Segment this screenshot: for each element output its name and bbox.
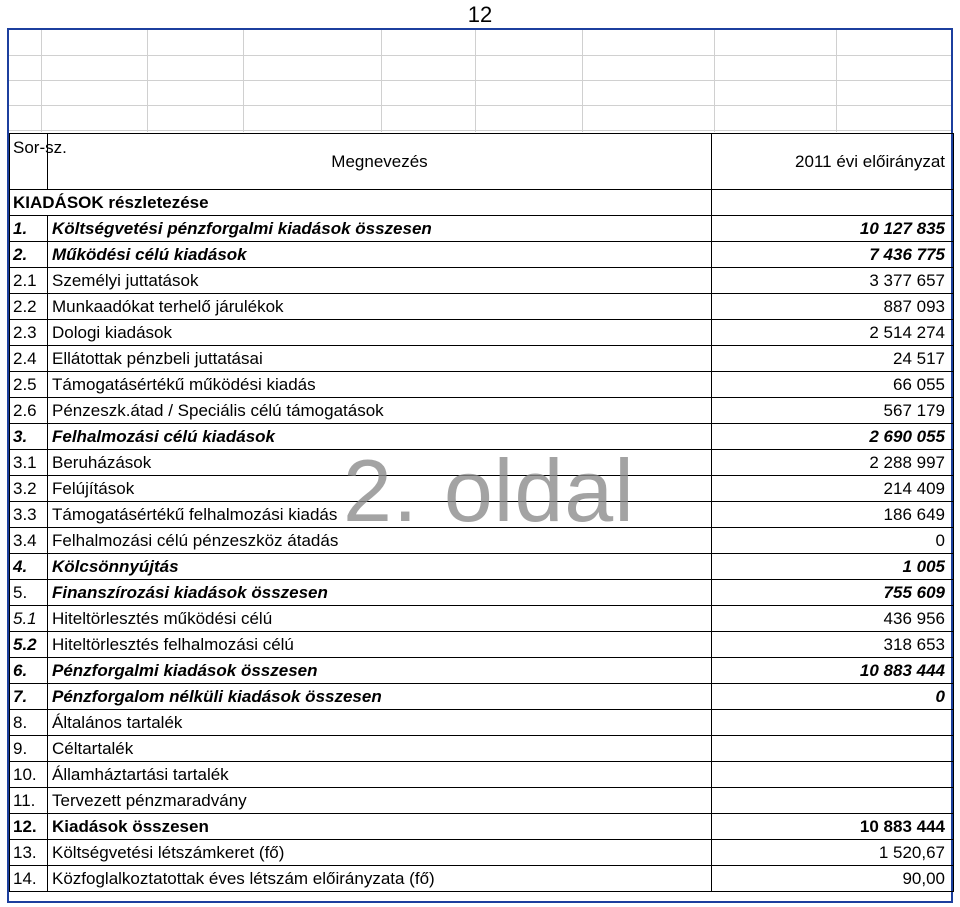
- row-number: 2.4: [10, 346, 48, 372]
- empty-grid-col: [381, 30, 382, 132]
- table-row: [10, 658, 954, 684]
- row-number: 1.: [10, 216, 48, 242]
- row-name: Támogatásértékű működési kiadás: [48, 372, 712, 398]
- row-name: Tervezett pénzmaradvány: [48, 788, 712, 814]
- row-amount: [712, 710, 954, 736]
- table-row: [10, 762, 954, 788]
- row-name: Támogatásértékű felhalmozási kiadás: [48, 502, 712, 528]
- row-amount: 214 409: [712, 476, 954, 502]
- row-name: Pénzforgalom nélküli kiadások összesen: [48, 684, 712, 710]
- row-number: 2.3: [10, 320, 48, 346]
- empty-grid-col: [582, 30, 583, 132]
- header-amount: 2011 évi előirányzat: [712, 134, 954, 190]
- row-name: Költségvetési pénzforgalmi kiadások összesen: [48, 216, 712, 242]
- table-row: [10, 242, 954, 268]
- row-name: Személyi juttatások: [48, 268, 712, 294]
- row-number: 5.: [10, 580, 48, 606]
- table-row: [10, 320, 954, 346]
- expenditure-table: [9, 133, 954, 892]
- row-amount: [712, 762, 954, 788]
- empty-grid-col: [147, 30, 148, 132]
- table-row: [10, 502, 954, 528]
- row-amount: 755 609: [712, 580, 954, 606]
- row-amount: 24 517: [712, 346, 954, 372]
- row-amount: 3 377 657: [712, 268, 954, 294]
- row-number: 13.: [10, 840, 48, 866]
- row-amount: 318 653: [712, 632, 954, 658]
- row-name: Általános tartalék: [48, 710, 712, 736]
- row-number: 6.: [10, 658, 48, 684]
- row-name: Pénzeszk.átad / Speciális célú támogatások: [48, 398, 712, 424]
- row-number: 12.: [10, 814, 48, 840]
- row-name: Költségvetési létszámkeret (fő): [48, 840, 712, 866]
- row-number: 3.4: [10, 528, 48, 554]
- table-row: [10, 606, 954, 632]
- section-title: KIADÁSOK részletezése: [10, 190, 712, 216]
- empty-grid-row: [9, 30, 951, 56]
- row-number: 9.: [10, 736, 48, 762]
- row-number: 3.3: [10, 502, 48, 528]
- row-number: 14.: [10, 866, 48, 892]
- table-row: [10, 346, 954, 372]
- table-row: [10, 684, 954, 710]
- row-number: 7.: [10, 684, 48, 710]
- table-row: [10, 866, 954, 892]
- row-number: 2.5: [10, 372, 48, 398]
- row-name: Felhalmozási célú pénzeszköz átadás: [48, 528, 712, 554]
- row-amount: [712, 788, 954, 814]
- row-number: 10.: [10, 762, 48, 788]
- row-amount: 10 883 444: [712, 658, 954, 684]
- section-title-row: [10, 190, 954, 216]
- row-number: 3.1: [10, 450, 48, 476]
- row-amount: 66 055: [712, 372, 954, 398]
- row-amount: [712, 736, 954, 762]
- empty-grid-col: [714, 30, 715, 132]
- row-name: Hiteltörlesztés működési célú: [48, 606, 712, 632]
- row-name: Finanszírozási kiadások összesen: [48, 580, 712, 606]
- row-name: Közfoglalkoztatottak éves létszám előirányzata (fő): [48, 866, 712, 892]
- empty-grid-col: [41, 30, 42, 132]
- row-name: Céltartalék: [48, 736, 712, 762]
- table-row: [10, 372, 954, 398]
- table-row: [10, 554, 954, 580]
- table-row: [10, 736, 954, 762]
- header-name: Megnevezés: [48, 134, 712, 190]
- empty-grid-row: [9, 55, 951, 81]
- row-number: 3.2: [10, 476, 48, 502]
- empty-grid-col: [475, 30, 476, 132]
- row-name: Hiteltörlesztés felhalmozási célú: [48, 632, 712, 658]
- row-amount: 10 127 835: [712, 216, 954, 242]
- row-amount: 887 093: [712, 294, 954, 320]
- row-name: Kölcsönnyújtás: [48, 554, 712, 580]
- row-amount: 186 649: [712, 502, 954, 528]
- row-amount: 1 005: [712, 554, 954, 580]
- header-row-number: Sor-sz.: [10, 134, 48, 190]
- row-name: Kiadások összesen: [48, 814, 712, 840]
- table-row: [10, 476, 954, 502]
- row-amount: 2 288 997: [712, 450, 954, 476]
- row-name: Dologi kiadások: [48, 320, 712, 346]
- row-name: Pénzforgalmi kiadások összesen: [48, 658, 712, 684]
- row-amount: 0: [712, 684, 954, 710]
- table-row: [10, 632, 954, 658]
- row-amount: 436 956: [712, 606, 954, 632]
- row-name: Felhalmozási célú kiadások: [48, 424, 712, 450]
- row-number: 3.: [10, 424, 48, 450]
- table-row: [10, 398, 954, 424]
- row-number: 2.6: [10, 398, 48, 424]
- row-number: 8.: [10, 710, 48, 736]
- row-number: 2.1: [10, 268, 48, 294]
- empty-cell: [712, 190, 954, 216]
- table-row: [10, 268, 954, 294]
- table-row: [10, 710, 954, 736]
- row-amount: 1 520,67: [712, 840, 954, 866]
- row-name: Működési célú kiadások: [48, 242, 712, 268]
- table-row: [10, 788, 954, 814]
- table-row: [10, 294, 954, 320]
- row-amount: 90,00: [712, 866, 954, 892]
- row-amount: 2 514 274: [712, 320, 954, 346]
- row-number: 11.: [10, 788, 48, 814]
- row-amount: 10 883 444: [712, 814, 954, 840]
- watermark: 2. oldal: [343, 441, 635, 540]
- empty-grid-row: [9, 80, 951, 106]
- empty-grid-col: [836, 30, 837, 132]
- row-number: 5.1: [10, 606, 48, 632]
- row-name: Államháztartási tartalék: [48, 762, 712, 788]
- row-number: 4.: [10, 554, 48, 580]
- row-amount: 7 436 775: [712, 242, 954, 268]
- table-row: [10, 528, 954, 554]
- empty-grid-col: [243, 30, 244, 132]
- table-header-row: [10, 134, 954, 190]
- row-name: Beruházások: [48, 450, 712, 476]
- row-name: Munkaadókat terhelő járulékok: [48, 294, 712, 320]
- table-row: [10, 216, 954, 242]
- row-name: Ellátottak pénzbeli juttatásai: [48, 346, 712, 372]
- row-name: Felújítások: [48, 476, 712, 502]
- row-amount: 567 179: [712, 398, 954, 424]
- table-row: [10, 580, 954, 606]
- empty-grid-row: [9, 105, 951, 131]
- row-number: 5.2: [10, 632, 48, 658]
- page-number: 12: [467, 2, 493, 27]
- row-amount: 2 690 055: [712, 424, 954, 450]
- table-row: [10, 450, 954, 476]
- row-number: 2.2: [10, 294, 48, 320]
- spreadsheet: [7, 28, 953, 903]
- row-amount: 0: [712, 528, 954, 554]
- table-row: [10, 840, 954, 866]
- table-row: [10, 424, 954, 450]
- table-row: [10, 814, 954, 840]
- row-number: 2.: [10, 242, 48, 268]
